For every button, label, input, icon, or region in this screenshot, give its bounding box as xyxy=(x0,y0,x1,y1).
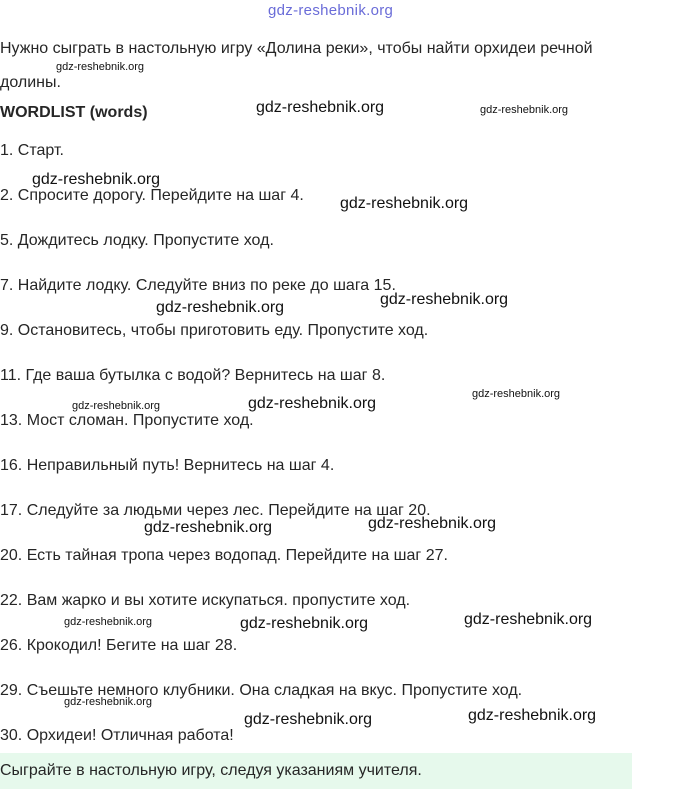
site-link[interactable]: gdz-reshebnik.org xyxy=(268,2,394,19)
watermark: gdz-reshebnik.org xyxy=(464,611,593,628)
watermark: gdz-reshebnik.org xyxy=(340,195,469,212)
step-item: 30. Орхидеи! Отличная работа! xyxy=(0,727,234,744)
step-item: 1. Старт. xyxy=(0,142,64,159)
watermark: gdz-reshebnik.org xyxy=(248,395,377,412)
watermark: gdz-reshebnik.org xyxy=(480,104,569,116)
step-item: 11. Где ваша бутылка с водой? Вернитесь на шаг 8. xyxy=(0,367,386,384)
watermark: gdz-reshebnik.org xyxy=(472,388,561,400)
watermark: gdz-reshebnik.org xyxy=(468,707,597,724)
watermark: gdz-reshebnik.org xyxy=(32,171,161,188)
step-item: 29. Съешьте немного клубники. Она сладкая на вкус. Пропустите ход. xyxy=(0,682,523,699)
step-item: 17. Следуйте за людьми через лес. Перейдите на шаг 20. xyxy=(0,502,431,519)
watermark: gdz-reshebnik.org xyxy=(256,99,385,116)
step-item: 9. Остановитесь, чтобы приготовить еду. Пропустите ход. xyxy=(0,322,429,339)
step-item: 26. Крокодил! Бегите на шаг 28. xyxy=(0,637,238,654)
step-item: 13. Мост сломан. Пропустите ход. xyxy=(0,412,254,429)
intro-text: Нужно сыграть в настольную игру «Долина реки», чтобы найти орхидеи речной долины. xyxy=(0,40,593,91)
step-item: 2. Спросите дорогу. Перейдите на шаг 4. xyxy=(0,187,304,204)
watermark: gdz-reshebnik.org xyxy=(244,711,373,728)
step-item: 5. Дождитесь лодку. Пропустите ход. xyxy=(0,232,274,249)
watermark: gdz-reshebnik.org xyxy=(72,400,161,412)
wordlist-heading: WORDLIST (words) xyxy=(0,104,148,121)
watermark: gdz-reshebnik.org xyxy=(64,616,153,628)
watermark: gdz-reshebnik.org xyxy=(56,61,145,73)
watermark: gdz-reshebnik.org xyxy=(64,696,153,708)
watermark: gdz-reshebnik.org xyxy=(144,519,273,536)
watermark: gdz-reshebnik.org xyxy=(156,299,285,316)
watermark: gdz-reshebnik.org xyxy=(240,615,369,632)
step-item: 16. Неправильный путь! Вернитесь на шаг 4. xyxy=(0,457,335,474)
step-item: 7. Найдите лодку. Следуйте вниз по реке до шага 15. xyxy=(0,277,396,294)
instruction-banner: Сыграйте в настольную игру, следуя указаниям учителя. xyxy=(0,753,632,789)
watermark: gdz-reshebnik.org xyxy=(380,291,509,308)
step-item: 20. Есть тайная тропа через водопад. Перейдите на шаг 27. xyxy=(0,547,448,564)
watermark: gdz-reshebnik.org xyxy=(368,515,497,532)
step-item: 22. Вам жарко и вы хотите искупаться. пропустите ход. xyxy=(0,592,411,609)
